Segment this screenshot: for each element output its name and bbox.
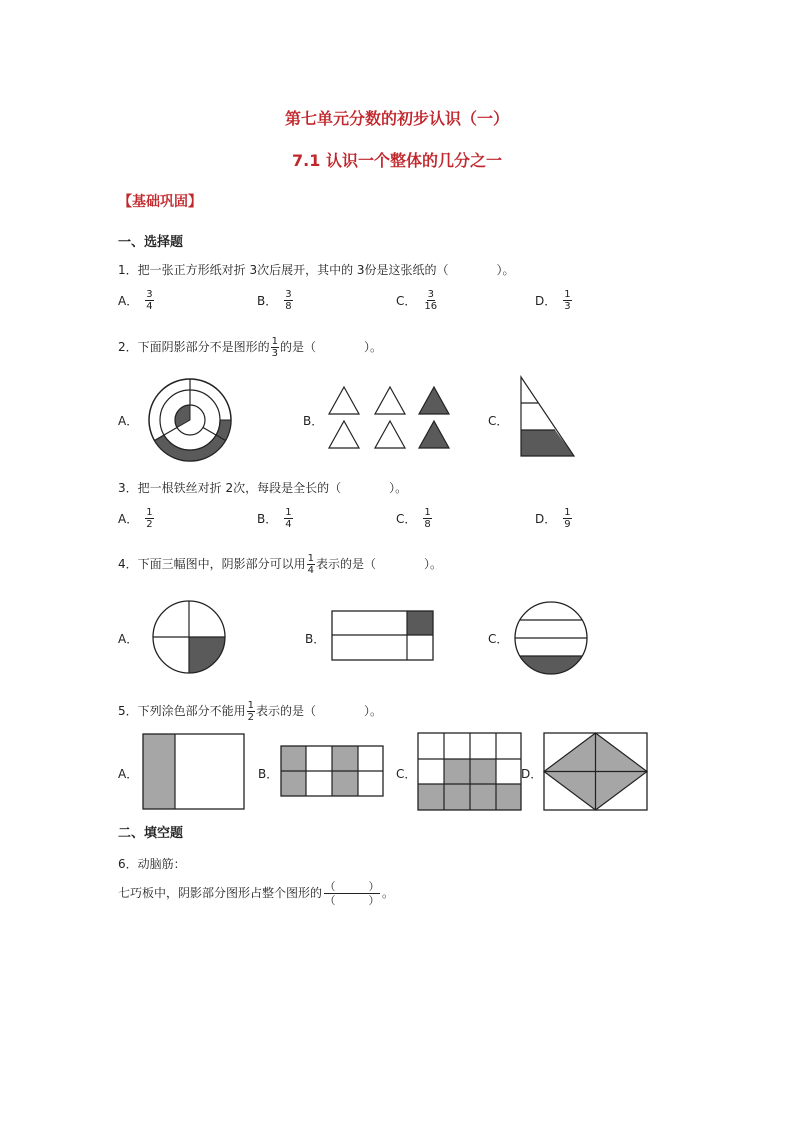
q3-option-b[interactable]: B． $\frac{1}{4}$ xyxy=(257,507,292,530)
q2-text: 2．下面阴影部分不是图形的 $\frac{1}{3}$ 的是（ ）。 xyxy=(118,336,383,359)
q4-figure-b-rectangle xyxy=(331,610,435,662)
fraction: $\frac{1}{4}$ xyxy=(307,553,315,576)
q6-title: 6．动脑筋： xyxy=(118,857,186,871)
part2-heading: 二、填空题 xyxy=(118,826,184,841)
q5-option-d[interactable]: D． xyxy=(521,767,543,781)
q3-option-c[interactable]: C． $\frac{1}{8}$ xyxy=(396,507,431,530)
q1-option-a[interactable] xyxy=(118,289,155,312)
q3-option-a[interactable]: A． $\frac{1}{2}$ xyxy=(118,507,153,530)
q1-option-d[interactable] xyxy=(535,289,573,312)
q3-text: 3．把一根铁丝对折 2次，每段是全长的（ ）。 xyxy=(118,481,408,495)
q1-text: 1．把一张正方形纸对折 3次后展开，其中的 3份是这张纸的（ ）。 xyxy=(118,263,515,277)
q2-option-b[interactable]: B． xyxy=(303,414,324,428)
q5-figure-a-rectangle xyxy=(142,733,246,811)
q5-option-c[interactable]: C． xyxy=(396,767,417,781)
q2-figure-a-ring xyxy=(148,378,232,462)
fraction: $\frac{1}{2}$ xyxy=(247,700,255,723)
part1-heading: 一、选择题 xyxy=(118,235,184,250)
q4-option-b[interactable]: B． xyxy=(305,632,326,646)
fraction: $\frac{1}{9}$ xyxy=(564,507,571,530)
lesson-title: 7.1 认识一个整体的几分之一 xyxy=(292,151,502,170)
fraction: $\frac{1}{8}$ xyxy=(424,507,431,530)
q2-figure-b-triangles xyxy=(328,386,452,450)
fraction: $\frac{1}{3}$ xyxy=(564,289,571,312)
fraction: $\frac{1}{4}$ xyxy=(285,507,292,530)
option-label: D． xyxy=(535,294,557,308)
q3-option-d[interactable]: D． $\frac{1}{9}$ xyxy=(535,507,571,530)
q2-option-a[interactable]: A． xyxy=(118,414,139,428)
answer-blank-fraction[interactable]: $\frac{( )}{( )}$ xyxy=(324,880,380,907)
unit-title: 第七单元分数的初步认识（一） xyxy=(284,109,509,128)
q4-figure-c-circle xyxy=(514,601,588,675)
q4-text: 4．下面三幅图中，阴影部分可以用 $\frac{1}{4}$ 表示的是（ ）。 xyxy=(118,553,443,576)
q2-figure-c-triangle xyxy=(519,376,577,458)
fraction: $\frac{3}{4}$ xyxy=(146,289,153,312)
q2-option-c[interactable]: C． xyxy=(488,414,509,428)
q4-option-a[interactable]: A． xyxy=(118,632,139,646)
q5-figure-c-grid xyxy=(417,732,523,812)
q5-figure-d-diamond xyxy=(543,732,649,812)
q4-option-c[interactable]: C． xyxy=(488,632,509,646)
fraction: $\frac{3}{8}$ xyxy=(285,289,292,312)
q5-option-b[interactable]: B． xyxy=(258,767,279,781)
fraction: $\frac{1}{3}$ xyxy=(271,336,279,359)
section-label: 【基础巩固】 xyxy=(118,194,202,210)
fraction: $\frac{3}{16}$ xyxy=(424,289,438,312)
q5-figure-b-grid xyxy=(280,745,386,799)
option-label: C． xyxy=(396,294,417,308)
q5-option-a[interactable]: A． xyxy=(118,767,139,781)
option-label: A． xyxy=(118,294,139,308)
q4-figure-a-circle xyxy=(152,600,226,674)
option-label: B． xyxy=(257,294,278,308)
fraction: $\frac{1}{2}$ xyxy=(146,507,153,530)
q6-text: 七巧板中，阴影部分图形占整个图形的 $\frac{( )}{( )}$ 。 xyxy=(118,880,395,907)
q1-option-b[interactable] xyxy=(257,289,294,312)
q1-option-c[interactable] xyxy=(396,289,439,312)
q5-text: 5．下列涂色部分不能用 $\frac{1}{2}$ 表示的是（ ）。 xyxy=(118,700,383,723)
